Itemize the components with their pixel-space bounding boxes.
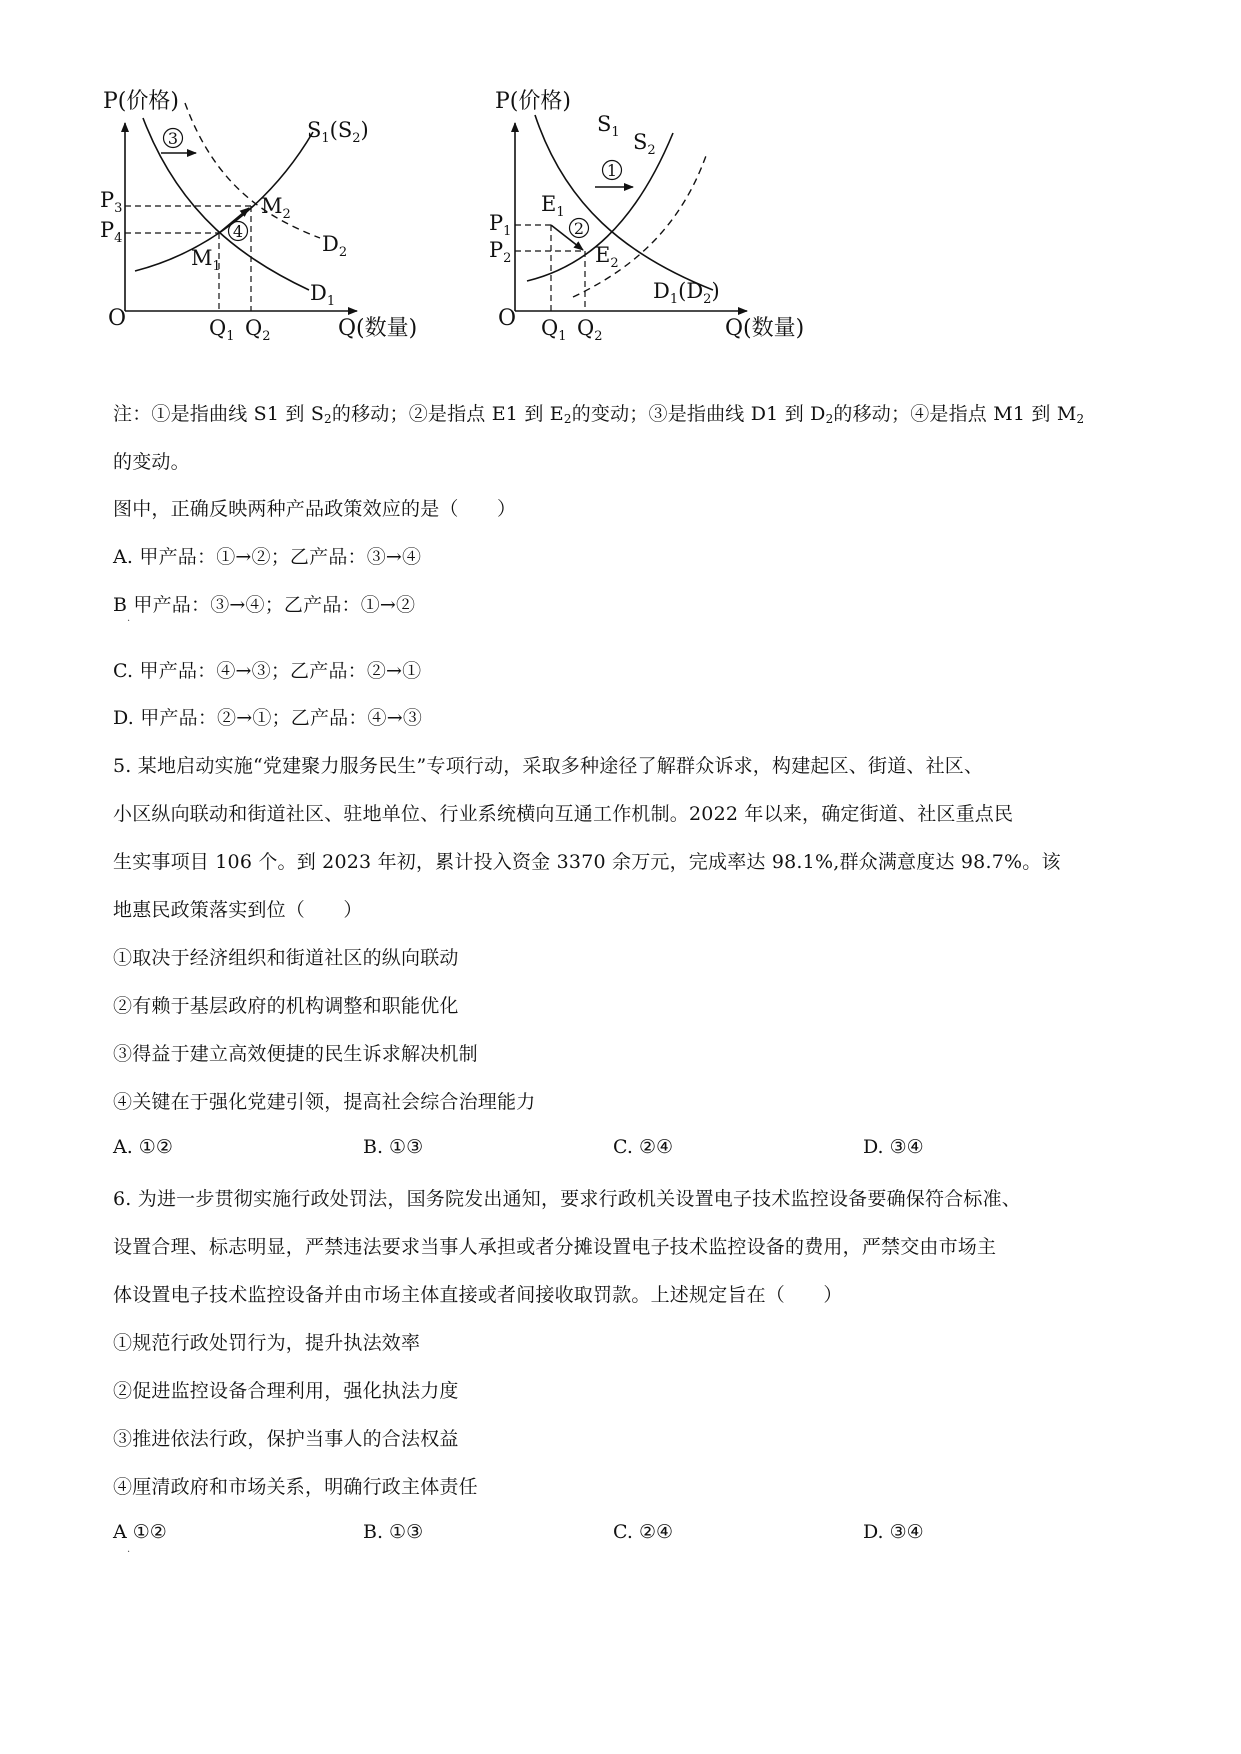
q5-option-a[interactable]: A. ①② (113, 1136, 173, 1158)
q6-statement-1: ①规范行政处罚行为，提升执法效率 (113, 1332, 421, 1354)
scan-dot: · (127, 1547, 131, 1558)
q5-stem-line-1: 5. 某地启动实施“党建聚力服务民生”专项行动，采取多种途径了解群众诉求，构建起区、街道、社区、 (113, 755, 984, 777)
m1-label: $M_1$ (191, 246, 221, 274)
q5-statement-1: ①取决于经济组织和街道社区的纵向联动 (113, 947, 459, 969)
q4-option-c[interactable]: C. 甲产品：④→③；乙产品：②→① (113, 660, 422, 682)
p4-label: $P_4$ (100, 218, 123, 246)
supply-label: $S_1(S_2)$ (307, 118, 369, 146)
origin-label: O (498, 306, 517, 331)
q5-stem-line-4: 地惠民政策落实到位（ ） (113, 899, 363, 921)
q6-option-d[interactable]: D. ③④ (863, 1521, 924, 1543)
q6-stem-line-2: 设置合理、标志明显，严禁违法要求当事人承担或者分摊设置电子技术监控设备的费用，严禁交由市场主 (113, 1236, 997, 1258)
supply-curve-s2 (573, 153, 707, 297)
q1-label: $Q_1$ (209, 316, 235, 344)
q4-option-b[interactable]: B 甲产品：③→④；乙产品：①→② (113, 594, 416, 616)
y-axis-label: P(价格) (103, 89, 179, 114)
q5-option-b[interactable]: B. ①③ (363, 1136, 424, 1158)
m2-label: $M_2$ (261, 194, 291, 222)
q2-label: $Q_2$ (245, 316, 271, 344)
x-axis-label: Q(数量) (338, 316, 418, 341)
q6-statement-3: ③推进依法行政，保护当事人的合法权益 (113, 1428, 459, 1450)
note-line-2: 的变动。 (113, 451, 190, 473)
y-axis-label: P(价格) (495, 89, 571, 114)
q6-stem-line-1: 6. 为进一步贯彻实施行政处罚法，国务院发出通知，要求行政机关设置电子技术监控设备要确保符合标准、 (113, 1188, 1021, 1210)
q5-stem-line-3: 生实事项目 106 个。到 2023 年初，累计投入资金 3370 余万元，完成率达 98.1%,群众满意度达 98.7%。该 (113, 851, 1061, 873)
q5-statement-3: ③得益于建立高效便捷的民生诉求解决机制 (113, 1043, 478, 1065)
q6-option-a[interactable]: A ①② (113, 1521, 167, 1543)
q1-label: $Q_1$ (541, 316, 567, 344)
q6-option-c[interactable]: C. ②④ (613, 1521, 674, 1543)
q5-option-c[interactable]: C. ②④ (613, 1136, 674, 1158)
e1-label: $E_1$ (541, 192, 565, 220)
graph-product-jia (95, 85, 475, 385)
q6-statement-4: ④厘清政府和市场关系，明确行政主体责任 (113, 1476, 478, 1498)
q4-stem: 图中，正确反映两种产品政策效应的是（ ） (113, 498, 517, 520)
p1-label: $P_1$ (489, 211, 512, 239)
p2-label: $P_2$ (489, 238, 512, 266)
e2-label: $E_2$ (595, 243, 619, 271)
q6-statement-2: ②促进监控设备合理利用，强化执法力度 (113, 1380, 459, 1402)
q5-option-d[interactable]: D. ③④ (863, 1136, 924, 1158)
marker-2-digit: 2 (573, 219, 585, 238)
marker-1-digit: 1 (606, 161, 618, 180)
q2-label: $Q_2$ (577, 316, 603, 344)
scan-dot: · (127, 616, 131, 627)
graph-product-yi (485, 85, 865, 385)
s1-label: $S_1$ (597, 112, 620, 140)
d2-label: $D_2$ (322, 232, 348, 260)
q6-stem-line-3: 体设置电子技术监控设备并由市场主体直接或者间接收取罚款。上述规定旨在（ ） (113, 1284, 843, 1306)
note-line-1: 注：①是指曲线 S1 到 $S_2$的移动；②是指点 E1 到 $E_2$的变动；③是指曲线 D1 到 $D_2$的移动；④是指点 M1 到 $M_2$ (113, 403, 1085, 426)
q6-option-b[interactable]: B. ①③ (363, 1521, 424, 1543)
d1-label: $D_1$ (310, 281, 336, 309)
x-axis-label: Q(数量) (725, 316, 805, 341)
marker-4-digit: 4 (232, 222, 244, 241)
demand-curve (535, 115, 713, 290)
marker-3-digit: 3 (167, 129, 179, 148)
demand-label: $D_1(D_2)$ (653, 279, 720, 307)
q5-statement-4: ④关键在于强化党建引领，提高社会综合治理能力 (113, 1091, 536, 1113)
p3-label: $P_3$ (100, 188, 123, 216)
q5-stem-line-2: 小区纵向联动和街道社区、驻地单位、行业系统横向互通工作机制。2022 年以来，确定街道、社区重点民 (113, 803, 1014, 825)
q4-option-a[interactable]: A. 甲产品：①→②；乙产品：③→④ (113, 546, 422, 568)
q4-option-d[interactable]: D. 甲产品：②→①；乙产品：④→③ (113, 707, 423, 729)
s2-label: $S_2$ (633, 130, 656, 158)
origin-label: O (108, 306, 127, 331)
q5-statement-2: ②有赖于基层政府的机构调整和职能优化 (113, 995, 459, 1017)
